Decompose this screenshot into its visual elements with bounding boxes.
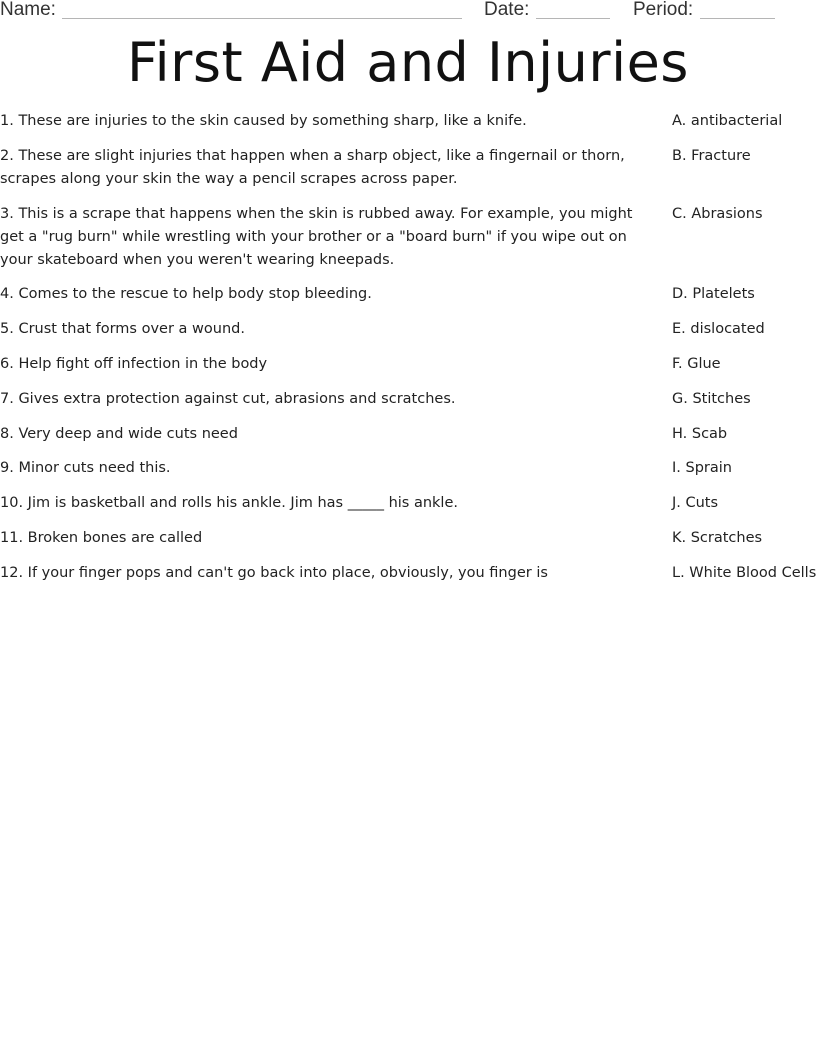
question-row [0, 492, 816, 515]
question-clue: 5. Crust that forms over a wound. [0, 321, 245, 338]
answer-choice: D. Platelets [672, 286, 755, 303]
question-clue: 9. Minor cuts need this. [0, 460, 171, 477]
answer-choice: H. Scab [672, 425, 728, 442]
question-clue: 8. Very deep and wide cuts need [0, 425, 238, 442]
question-row [0, 423, 816, 446]
answer-choice: C. Abrasions [672, 205, 763, 222]
answer-choice: G. Stitches [672, 390, 751, 407]
question-row [0, 110, 816, 133]
question-row [0, 388, 816, 411]
question-clue: 10. Jim is basketball and rolls his ankle. Jim has _____ his ankle. [0, 495, 458, 512]
question-row [0, 457, 816, 480]
answer-choice: F. Glue [672, 355, 721, 372]
name-label: Name: [0, 0, 56, 20]
question-row [0, 283, 816, 306]
question-row [0, 527, 816, 550]
answer-choice: I. Sprain [672, 460, 732, 477]
question-clue: 6. Help fight off infection in the body [0, 355, 268, 372]
period-blank-line [700, 18, 775, 19]
question-row [0, 318, 816, 341]
question-clue: 2. These are slight injuries that happen when a sharp object, like a fingernail or thorn, scrapes along your skin the way a pencil scrapes across paper. [0, 147, 625, 187]
question-row [0, 203, 816, 272]
date-label: Date: [484, 0, 530, 20]
question-clue: 4. Comes to the rescue to help body stop bleeding. [0, 286, 372, 303]
answer-choice: L. White Blood Cells [672, 564, 816, 581]
worksheet-header [0, 0, 816, 24]
question-clue: 12. If your finger pops and can't go back into place, obviously, you finger is [0, 564, 548, 581]
answer-choice: B. Fracture [672, 147, 751, 164]
date-blank-line [536, 18, 610, 19]
question-row [0, 353, 816, 376]
question-clue: 7. Gives extra protection against cut, abrasions and scratches. [0, 390, 456, 407]
answer-choice: A. antibacterial [672, 113, 783, 129]
question-clue: 11. Broken bones are called [0, 529, 203, 546]
page-title: First Aid and Injuries [127, 31, 689, 94]
question-clue: 3. This is a scrape that happens when the skin is rubbed away. For example, you might get a "rug burn" while wrestling with your brother or a "board burn" if you wipe out on your skateboard when you weren't wearing kneepads. [0, 205, 633, 268]
answer-choice: J. Cuts [672, 495, 719, 512]
question-row [0, 145, 816, 191]
answer-choice: E. dislocated [672, 321, 765, 338]
question-clue: 1. These are injuries to the skin caused by something sharp, like a knife. [0, 113, 527, 129]
question-row [0, 562, 816, 585]
name-blank-line [62, 18, 462, 19]
answer-choice: K. Scratches [672, 529, 763, 546]
matching-list [0, 110, 816, 597]
period-label: Period: [633, 0, 694, 20]
